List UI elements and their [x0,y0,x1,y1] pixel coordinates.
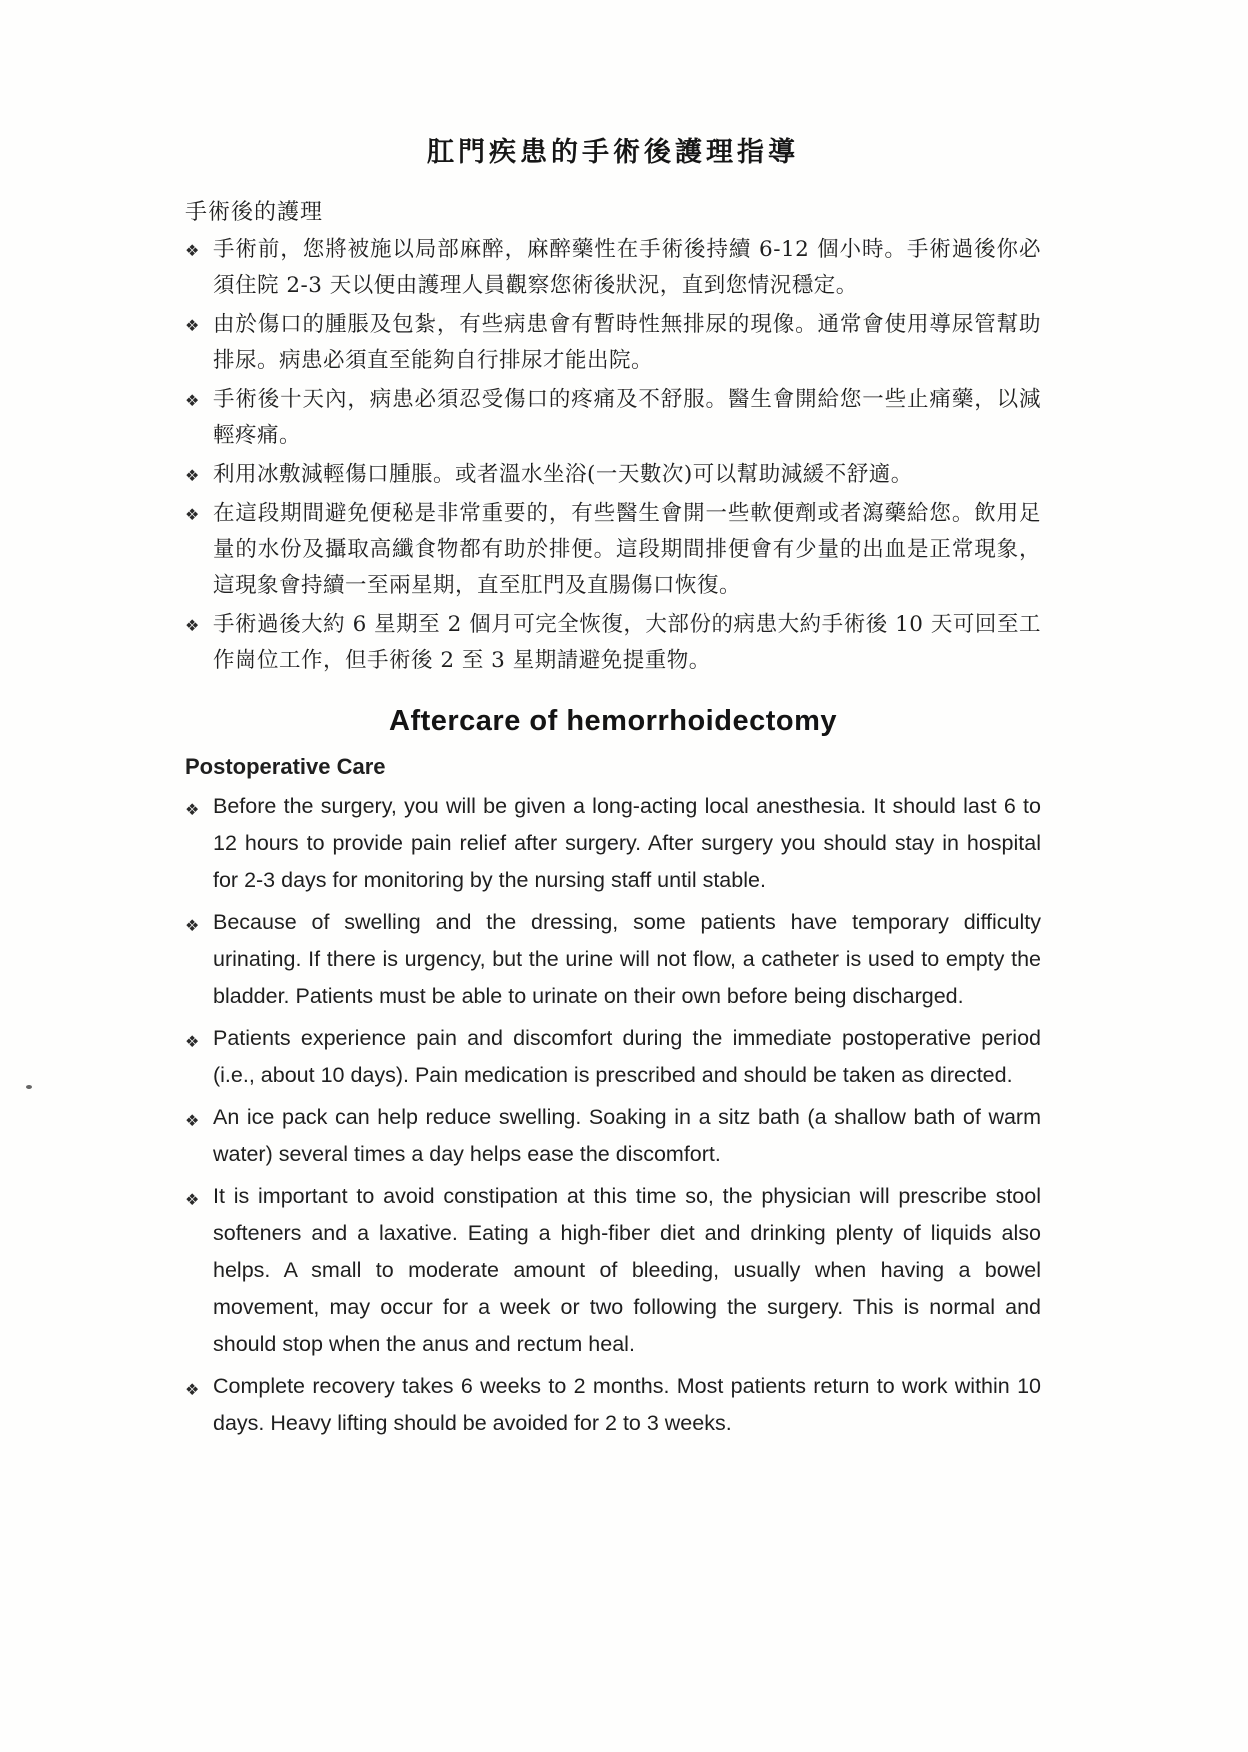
english-title: Aftercare of hemorrhoidectomy [389,705,837,737]
list-item [185,496,1041,604]
chinese-title: 肛門疾患的手術後護理指導 [427,137,799,168]
document-content [185,130,1041,1447]
list-item [185,457,1041,493]
diamond-bullet-icon: ❖ [185,1111,200,1130]
diamond-bullet-icon: ❖ [185,1380,200,1399]
diamond-bullet-icon: ❖ [185,1032,200,1051]
diamond-bullet-icon: ❖ [185,916,200,935]
list-item [185,1178,1041,1363]
diamond-bullet-icon: ❖ [185,241,200,260]
list-item [185,232,1041,304]
list-item [185,904,1041,1015]
diamond-bullet-icon: ❖ [185,1190,200,1209]
chinese-bullet-list [185,232,1041,679]
scan-artifact-dot [26,1085,32,1089]
bullet-text: Because of swelling and the dressing, some patients have temporary difficulty urinating. If there is urgency, but the urine will not flow, a catheter is used to empty the bladder. Patients must be able to urinate on their own before being discharged. [213,910,1041,1008]
english-section-heading: Postoperative Care [185,754,386,779]
bullet-text: 手術後十天內，病患必須忍受傷口的疼痛及不舒服。醫生會開給您一些止痛藥，以減輕疼痛。 [213,387,1041,448]
bullet-text: 手術前，您將被施以局部麻醉，麻醉藥性在手術後持續 6-12 個小時。手術過後你必須住院 2-3 天以便由護理人員觀察您術後狀況，直到您情況穩定。 [213,237,1041,298]
list-item [185,607,1041,679]
chinese-section-heading: 手術後的護理 [185,200,324,225]
diamond-bullet-icon: ❖ [185,800,200,819]
diamond-bullet-icon: ❖ [185,616,200,635]
list-item [185,307,1041,379]
bullet-text: It is important to avoid constipation at this time so, the physician will prescribe stool softeners and a laxative. Eating a high-fiber diet and drinking plenty of liquids also helps. A small to moderate amount of bleeding, usually when having a bowel movement, may occur for a week or two following the surgery. This is normal and should stop when the anus and rectum heal. [213,1184,1041,1356]
list-item [185,382,1041,454]
bullet-text: Complete recovery takes 6 weeks to 2 months. Most patients return to work within 10 days. Heavy lifting should be avoided for 2 to 3 weeks. [213,1374,1041,1435]
bullet-text: 手術過後大約 6 星期至 2 個月可完全恢復，大部份的病患大約手術後 10 天可回至工作崗位工作，但手術後 2 至 3 星期請避免提重物。 [213,612,1041,673]
diamond-bullet-icon: ❖ [185,391,200,410]
bullet-text: Patients experience pain and discomfort during the immediate postoperative period (i.e., about 10 days). Pain medication is prescribed and should be taken as directed. [213,1026,1041,1087]
list-item [185,1099,1041,1173]
list-item [185,788,1041,899]
bullet-text: Before the surgery, you will be given a long-acting local anesthesia. It should last 6 to 12 hours to provide pain relief after surgery. After surgery you should stay in hospital for 2-3 days for monitoring by the nursing staff until stable. [213,794,1041,892]
diamond-bullet-icon: ❖ [185,466,200,485]
bullet-text: 由於傷口的腫脹及包紮，有些病患會有暫時性無排尿的現像。通常會使用導尿管幫助排尿。病患必須直至能夠自行排尿才能出院。 [213,312,1041,373]
english-bullet-list [185,788,1041,1442]
bullet-text: 利用冰敷減輕傷口腫脹。或者溫水坐浴(一天數次)可以幫助減緩不舒適。 [213,462,913,487]
diamond-bullet-icon: ❖ [185,505,200,524]
diamond-bullet-icon: ❖ [185,316,200,335]
list-item [185,1020,1041,1094]
bullet-text: An ice pack can help reduce swelling. Soaking in a sitz bath (a shallow bath of warm water) several times a day helps ease the discomfort. [213,1105,1041,1166]
bullet-text: 在這段期間避免便秘是非常重要的，有些醫生會開一些軟便劑或者瀉藥給您。飲用足量的水份及攝取高纖食物都有助於排便。這段期間排便會有少量的出血是正常現象，這現象會持續一至兩星期，直至肛門及直腸傷口恢復。 [213,501,1041,598]
list-item [185,1368,1041,1442]
